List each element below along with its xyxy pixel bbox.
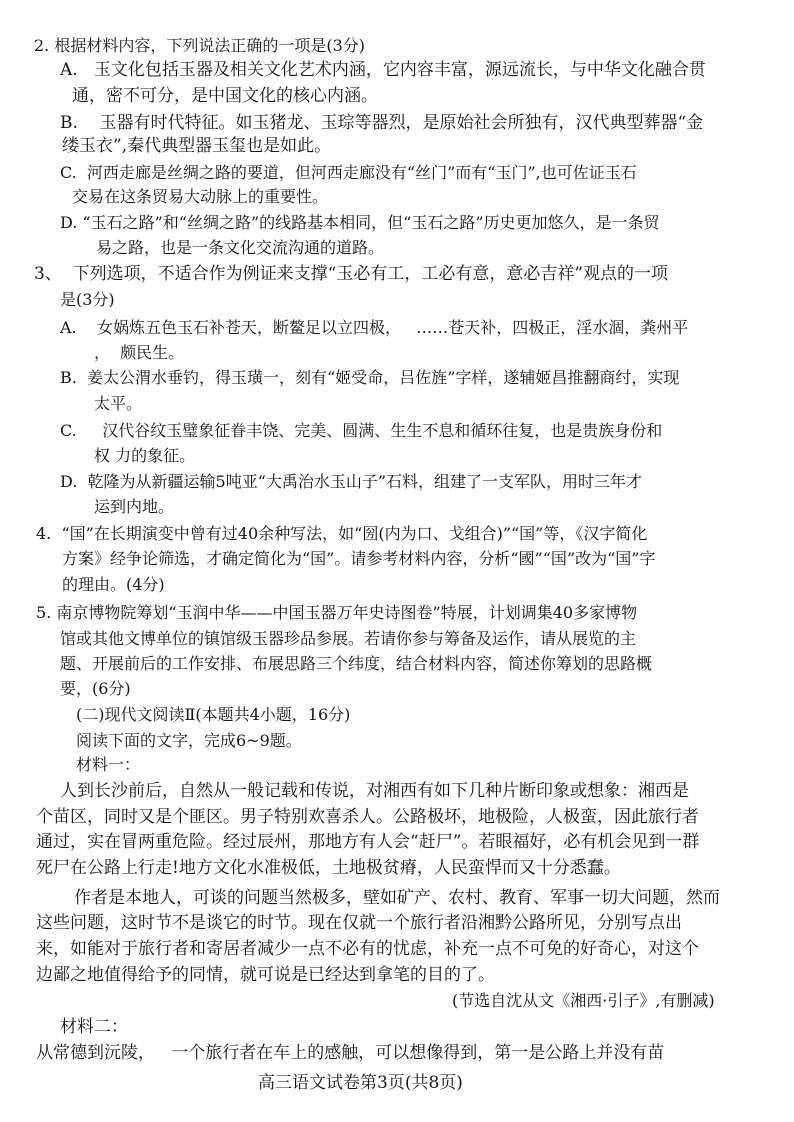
q2-option-c-line1: C. 河西走廊是丝绸之路的要道，但河西走廊没有“丝门”而有“玉门”,也可佐证玉石 (60, 163, 637, 182)
q3-option-d-line1: D. 乾隆为从新疆运输5吨亚“大禹治水玉山子”石料，组建了一支军队，用时三年才 (60, 472, 643, 491)
material-1-p1-line3: 通过，实在冒两重危险。经过辰州，那地方有人会“赶尸”。若眼福好，必有机会见到一群 (36, 832, 700, 852)
q4-line3: 的理由。(4分) (62, 575, 165, 594)
q2-option-a-line1: A. 玉文化包括玉器及相关文化艺术内涵，它内容丰富，源远流长，与中华文化融合贯 (60, 60, 706, 80)
q3-option-d-line2: 运到内地。 (94, 497, 175, 516)
material-1-p2-line2: 这些问题，这时节不是谈它的时节。现在仅就一个旅行者沿湘黔公路所见，分别写点出 (36, 913, 682, 933)
q3-option-c-line2: 权 力的象征。 (94, 446, 196, 465)
q5-line4: 要，(6分) (60, 679, 131, 698)
q3-option-b-line1: B. 姜太公渭水垂钓，得玉璜一，刻有“姬受命，吕佐旌”字样，遂辅姬昌推翻商纣，实现 (60, 368, 680, 387)
q5-line2: 馆或其他文博单位的镇馆级玉器珍品参展。若请你参与筹备及运作，请从展览的主 (60, 629, 637, 648)
q3-option-b-line2: 太平。 (94, 394, 143, 413)
q3-stem-line2: 是(3分) (60, 290, 115, 309)
q3-option-a-line2: ， 颇民生。 (94, 343, 185, 362)
material-2-label: 材料二： (60, 1017, 128, 1037)
section-title: (二)现代文阅读Ⅱ(本题共4小题，16分) (76, 705, 351, 724)
q2-option-b-line2: 缕玉衣”,秦代典型器玉玺也是如此。 (62, 136, 332, 156)
material-1-p2-line3: 来，如能对于旅行者和寄居者减少一点不必有的忧虑，补充一点不可免的好奇心，对这个 (36, 939, 699, 959)
q2-option-a-line2: 通，密不可分，是中国文化的核心内涵。 (72, 86, 378, 106)
section-instruction: 阅读下面的文字，完成6~9题。 (76, 731, 302, 750)
page-footer: 高三语文试卷第3页(共8页) (258, 1073, 463, 1093)
q3-option-c-line1: C. 汉代谷纹玉璧象征眷丰饶、完美、圆满、生生不息和循环往复，也是贵族身份和 (60, 421, 663, 440)
q2-option-d-line1: D. “玉石之路”和“丝绸之路”的线路基本相同，但“玉石之路”历史更加悠久，是一条贸 (60, 213, 660, 232)
q3-option-a-line1: A. 女娲炼五色玉石补苍天，断鳌足以立四极， ……苍天补，四极正，淫水涸，粪州平 (60, 318, 689, 337)
q2-option-d-line2: 易之路，也是一条文化交流沟通的道路。 (96, 238, 385, 257)
q3-stem-line1: 3、 下列选项，不适合作为例证来支撑“玉必有工，工必有意，意必吉祥”观点的一项 (34, 264, 669, 284)
q4-line1: 4. “国”在长期演变中曾有过40余种写法，如“圀(内为口、戈组合)”“国”等，《汉字简化 (36, 524, 648, 543)
q5-line1: 5. 南京博物院筹划“玉润中华——中国玉器万年史诗图卷”特展，计划调集40多家博物 (36, 603, 638, 622)
material-1-p2-line1: 作者是本地人，可谈的问题当然极多，壁如矿产、农村、教育、军事一切大问题，然而 (74, 888, 720, 908)
q4-line2: 方案》经争论筛选，才确定简化为“国”。请参考材料内容，分析“國”“国”改为“国”字 (62, 549, 656, 568)
q5-line3: 题、开展前后的工作安排、布展思路三个纬度，结合材料内容，简述你筹划的思路概 (60, 654, 653, 673)
material-1-p1-line4: 死尸在公路上行走!地方文化水准极低，土地极贫瘠，人民蛮悍而又十分悉蠢。 (36, 858, 621, 878)
material-1-label: 材料一： (76, 755, 141, 774)
material-1-p2-line4: 边鄙之地值得给予的同情，就可说是已经达到拿笔的目的了。 (36, 965, 495, 985)
q2-option-c-line2: 交易在这条贸易大动脉上的重要性。 (72, 187, 329, 206)
q2-stem: 2. 根据材料内容，下列说法正确的一项是(3分) (34, 36, 366, 55)
material-1-source: (节选自沈从文《湘西·引子》,有删减) (452, 991, 715, 1010)
material-1-p1-line1: 人到长沙前后，自然从一般记载和传说，对湘西有如下几种片断印象或想象：湘西是 (60, 781, 689, 801)
material-1-p1-line2: 个苗区，同时又是个匪区。男子特别欢喜杀人。公路极坏，地极险，人极蛮，因此旅行者 (36, 807, 699, 827)
material-2-p1-line1: 从常德到沅陵， 一个旅行者在车上的感触，可以想像得到，第一是公路上并没有苗 (36, 1043, 665, 1063)
q2-option-b-line1: B. 玉器有时代特征。如玉猪龙、玉琮等器烈，是原始社会所独有，汉代典型葬器“金 (60, 113, 704, 133)
